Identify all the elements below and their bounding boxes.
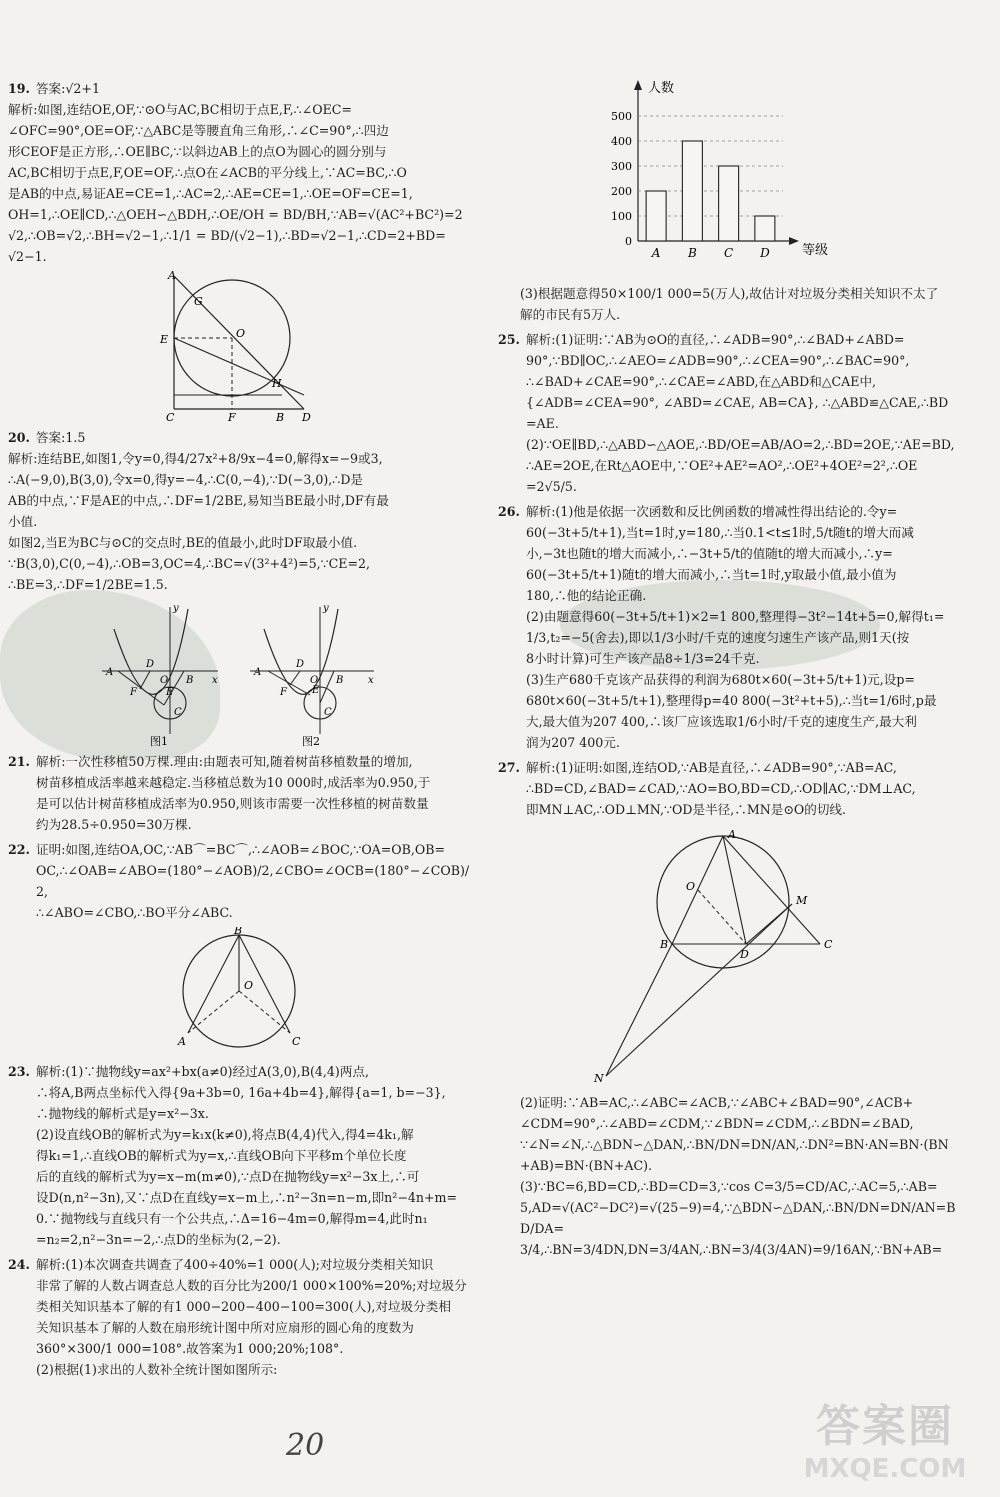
y-tick-label: 300 [611,160,632,173]
label-D: D [146,659,155,670]
text-line: 1/3,t₂=−5(舍去),即以1/3小时/千克的速度匀速生产该产品,则1天(按 [526,630,910,645]
label-A: A [106,667,114,678]
text-line: √2,∴OB=√2,∴BH=√2−1,∴1/1 = BD/(√2−1),∴BD=√2−1,∴CD=2+BD= [8,228,446,243]
text-line: AB的中点,∵F是AE的中点,∴DF=1/2BE,易知当BE最小时,DF有最 [8,493,389,508]
question-number: 24. [8,1257,30,1272]
question-number: 22. [8,842,30,857]
axis-y-label: y [173,603,179,614]
label-O: O [686,880,696,893]
label-C: C [324,707,332,718]
label-C: C [174,707,182,718]
text-line: 得k₁=1,∴直线OB的解析式为y=x,∴直线OB向下平移m个单位长度 [36,1148,407,1163]
handwritten-page-number: 20 [286,1428,325,1463]
solution-text-part-2 [520,1092,958,1260]
text-line: (2)证明:∵AB=AC,∴∠ABC=∠ACB,∵∠ABC+∠BAD=90°,∠ACB+ [520,1095,914,1110]
text-line: 小,−3t也随t的增大而减小,∴−3t+5/t的值随t的增大而减小,∴y= [526,546,893,561]
text-line: ∴BD=CD,∠BAD=∠CAD,∵AO=BO,BD=CD,∴OD∥AC,∵DM⊥AC, [526,781,916,796]
text-line: 大,最大值为207 400,∴该厂应该选取1/6小时/千克的速度生产,最大利 [526,714,917,729]
question-21 [8,751,470,835]
question-number: 26. [498,504,520,519]
text-line: √2−1. [8,249,47,264]
text-line: 60(−3t+5/t+1)随t的增大而减小,∴当t=1时,y取最小值,最小值为 [526,567,897,582]
parabola-figures [8,599,470,747]
y-tick-label: 500 [611,110,632,123]
text-line: +AB)=BN·(BN+AC). [520,1158,653,1173]
text-line: ∴∠BAD+∠CAE=90°,∴∠CAE=∠ABD,在△ABD和△CAE中, [526,374,877,389]
text-line: 约为28.5÷0.950=30万棵. [36,817,192,832]
label-O: O [244,979,254,992]
text-line: 是AB的中点,易证AE=CE=1,∴AC=2,∴AE=CE=1,∴OE=OF=CE=1, [8,186,413,201]
text-line: 360°×300/1 000=108°.故答案为1 000;20%;108°. [36,1341,344,1356]
text-line: 解析:如图,连结OE,OF,∵⊙O与AC,BC相切于点E,F,∴∠OEC= [8,102,352,117]
text-line: 如图2,当E为BC与⊙C的交点时,BE的值最小,此时DF取最小值. [8,535,358,550]
label-A: A [168,271,176,282]
label-F: F [130,687,137,698]
label-B: B [276,411,285,421]
text-line: 3/4,∴BN=3/4DN,DN=3/4AN,∴BN=3/4(3/4AN)=9/16AN,∵BN+AB= [520,1242,943,1257]
figure-circle-chords [164,927,314,1055]
text-line: (2)设直线OB的解析式为y=k₁x(k≠0),将点B(4,4)代入,得4=4k₁,解 [36,1127,414,1142]
text-line: 树苗移植成活率越来越稳定.当移植总数为10 000时,成活率为0.950,于 [36,775,431,790]
text-line: 5,AD=√(AC²−DC²)=√(25−9)=4,∵△BDN∽△DAN,∴BN/DN=DN/AN=BD/DA= [520,1200,956,1236]
figure-2-caption: 图2 [302,735,320,747]
category-label: D [760,246,770,260]
text-line: 8小时计算)可生产该产品8÷1/3=24千克. [526,651,760,666]
category-label: B [687,246,697,260]
axis-y-label: y [323,603,329,614]
question-27 [498,757,958,1260]
question-22 [8,839,470,1055]
question-26 [498,501,958,753]
text-line: (3)根据题意得50×100/1 000=5(万人),故估计对垃圾分类相关知识不太了 [520,286,939,301]
bar-C [719,166,739,241]
text-line: 90°,∵BD∥OC,∴∠AEO=∠ADB=90°,∴∠CEA=90°,∴∠BAC=90°, [526,353,910,368]
solution-text [520,283,958,325]
text-line: 后的直线的解析式为y=x−m(m≠0),∵点D在抛物线y=x²−3x上,∴可 [36,1169,420,1184]
solution-text [36,839,470,923]
chart-category-labels [651,246,770,260]
text-line: ∵∠N=∠N,∴△BDN∽△DAN,∴BN/DN=DN/AN,∴DN²=BN·AN=BN·(BN [520,1137,949,1152]
y-axis-title: 人数 [648,81,675,96]
x-axis-arrow [789,237,799,245]
question-number: 27. [498,760,520,775]
question-number: 25. [498,332,520,347]
label-C: C [824,938,833,951]
label-G: G [194,295,203,308]
label-A: A [178,1035,186,1048]
text-line: ∠CDM=90°,∴∠ABD=∠CDM,∵∠BDN=∠CDM,∴∠BDN=∠BAD, [520,1116,914,1131]
watermark-logo-text: 答案圈 [816,1401,954,1452]
label-H: H [272,377,282,390]
origin-label: O [310,675,319,686]
figure-circle-triangle [154,271,324,421]
axis-x-label: x [212,675,218,686]
question-19 [8,78,470,421]
label-C: C [292,1035,301,1048]
bar-A [646,191,666,241]
label-O: O [236,327,246,340]
question-24 [8,1254,470,1380]
text-line: 解析:(1)本次调查共调查了400÷40%=1 000(人);对垃圾分类相关知识 [36,1257,434,1272]
origin-label: O [160,675,169,686]
text-line: 类相关知识基本了解的有1 000−200−400−100=300(人),对垃圾分类相 [36,1299,451,1314]
y-tick-label: 100 [611,210,632,223]
label-C: C [166,411,175,421]
solution-text [36,1061,470,1250]
right-column [498,283,958,1264]
text-line: 小值. [8,514,38,529]
text-line: OC,∴∠OAB=∠ABO=(180°−∠AOB)/2,∠CBO=∠OCB=(180°−∠COB)/2, [36,863,470,899]
figure-1-caption: 图1 [150,735,168,747]
y-axis-arrow [634,80,642,90]
category-label: A [651,246,661,260]
question-23 [8,1061,470,1250]
text-line: (3)∵BC=6,BD=CD,∴BD=CD=3,∵cos C=3/5=CD/AC,∴AC=5,∴AB= [520,1179,938,1194]
label-B: B [336,675,344,686]
label-B: B [234,927,243,937]
label-E: E [160,333,169,346]
label-E: E [312,685,320,696]
watermark-site: MXQE.COM [803,1454,967,1484]
text-line: 解析:一次性移植50万棵.理由:由题表可知,随着树苗移植数量的增加, [36,754,413,769]
solution-text [36,751,470,835]
x-axis-title: 等级 [802,243,829,258]
label-F: F [280,687,287,698]
text-line: AC,BC相切于点E,F,OE=OF,∴点O在∠ACB的平分线上,∵AC=BC,∴O [8,165,407,180]
solution-text [8,448,470,595]
text-line: 180,∴他的结论正确. [526,588,647,603]
figure-2-parabola [248,599,378,747]
label-B: B [660,938,669,951]
label-D: D [740,948,749,961]
label-D: D [302,411,311,421]
question-24-part-3 [498,283,958,325]
y-tick-label: 200 [611,185,632,198]
text-line: {∠ADB=∠CEA=90°, ∠ABD=∠CAE, AB=CA}, ∴△ABD≌△CAE,∴BD=AE. [526,395,949,431]
text-line: 润为207 400元. [526,735,620,750]
bar-chart-people-by-level [598,76,848,266]
text-line: 设D(n,n²−3n),又∵点D在直线y=x−m上,∴n²−3n=n−m,即n²−4n+m= [36,1190,458,1205]
text-line: 关知识基本了解的人数在扇形统计图中所对应扇形的圆心角的度数为 [36,1320,414,1335]
label-F: F [228,411,236,421]
text-line: ∴A(−9,0),B(3,0),令x=0,得y=−4,∴C(0,−4),∵D(−3,0),∴D是 [8,472,364,487]
label-A: A [728,828,736,841]
text-line: 解析:(1)他是依据一次函数和反比例函数的增减性得出结论的.令y= [526,504,898,519]
text-line: 非常了解的人数占调查总人数的百分比为200/1 000×100%=20%;对垃圾分 [36,1278,467,1293]
text-line: ∴抛物线的解析式是y=x²−3x. [36,1106,209,1121]
text-line: ∴AE=2OE,在Rt△AOE中,∵OE²+AE²=AO²,∴OE²+4OE²=2²,∴OE [526,458,918,473]
answer-text: 答案:1.5 [35,430,86,445]
text-line: 680t×60(−3t+5/t+1),整理得p=40 800(−3t²+t+5),∴当t=1/6时,p最 [526,693,937,708]
answer-text: 答案:√2+1 [35,81,100,96]
text-line: 形CEOF是正方形,∴OE∥BC,∵以斜边AB上的点O为圆心的圆分别与 [8,144,387,159]
bar-D [755,216,775,241]
figure-circle-tangent [578,824,878,1086]
label-E: E [166,687,174,698]
label-M: M [796,894,808,907]
text-line: 0.∵抛物线与直线只有一个公共点,∴Δ=16−4m=0,解得m=4,此时n₁ [36,1211,428,1226]
axis-x-label: x [368,675,374,686]
solution-text [8,99,470,267]
y-tick-label: 0 [625,235,632,248]
chart-tick-labels [611,110,632,248]
text-line: 解析:(1)证明:∵AB为⊙O的直径,∴∠ADB=90°,∴∠BAD+∠ABD= [526,332,905,347]
text-line: OH=1,∴OE∥CD,∴△OEH∽△BDH,∴OE/OH = BD/BH,∵AB=√(AC²+BC²)=2 [8,207,463,222]
text-line: ∴BE=3,∴DF=1/2BE=1.5. [8,577,168,592]
text-line: 解的市民有5万人. [520,307,621,322]
question-number: 23. [8,1064,30,1079]
label-N: N [594,1072,604,1085]
label-B: B [186,675,194,686]
watermark [780,1390,990,1490]
label-A: A [254,667,262,678]
text-line: ∠OFC=90°,OE=OF,∵△ABC是等腰直角三角形,∴∠C=90°,∴四边 [8,123,389,138]
text-line: =n₂=2,n²−3n=−2,∴点D的坐标为(2,−2). [36,1232,281,1247]
left-column [8,78,470,1384]
question-number: 20. [8,430,30,445]
question-25 [498,329,958,497]
text-line: 解析:(1)∵抛物线y=ax²+bx(a≠0)经过A(3,0),B(4,4)两点, [36,1064,370,1079]
text-line: ∴∠ABO=∠CBO,∴BO平分∠ABC. [36,905,233,920]
solution-text [526,501,958,753]
text-line: =2√5/5. [526,479,577,494]
text-line: 证明:如图,连结OA,OC,∵AB⌒=BC⌒,∴∠AOB=∠BOC,∵OA=OB,OB= [36,842,446,857]
text-line: (2)由题意得60(−3t+5/t+1)×2=1 800,整理得−3t²−14t+5=0,解得t₁= [526,609,945,624]
text-line: 解析:(1)证明:如图,连结OD,∵AB是直径,∴∠ADB=90°,∵AB=AC, [526,760,897,775]
question-number: 19. [8,81,30,96]
question-20 [8,427,470,747]
y-tick-label: 400 [611,135,632,148]
text-line: ∴将A,B两点坐标代入得{9a+3b=0, 16a+4b=4},解得{a=1, b=−3}, [36,1085,446,1100]
bar-B [682,141,702,241]
text-line: (2)根据(1)求出的人数补全统计图如图所示: [36,1362,278,1377]
question-number: 21. [8,754,30,769]
text-line: ∵B(3,0),C(0,−4),∴OB=3,OC=4,∴BC=√(3²+4²)=5,∵CE=2, [8,556,371,571]
label-D: D [296,659,305,670]
category-label: C [724,246,734,260]
text-line: 解析:连结BE,如图1,令y=0,得4/27x²+8/9x−4=0,解得x=−9或3, [8,451,383,466]
solution-text [36,1254,470,1380]
figure-1-parabola [100,599,222,747]
solution-text [526,329,958,497]
text-line: (3)生产680千克该产品获得的利润为680t×60(−3t+5/t+1)元,设p= [526,672,915,687]
text-line: 即MN⊥AC,∴OD⊥MN,∵OD是半径,∴MN是⊙O的切线. [526,802,847,817]
text-line: 是可以估计树苗移植成活率为0.950,则该市需要一次性移植的树苗数量 [36,796,429,811]
text-line: (2)∵OE∥BD,∴△ABD∽△AOE,∴BD/OE=AB/AO=2,∴BD=2OE,∵AE=BD, [526,437,955,452]
solution-text [526,757,958,820]
text-line: 60(−3t+5/t+1),当t=1时,y=180,∴当0.1<t≤1时,5/t随t的增大而减 [526,525,914,540]
